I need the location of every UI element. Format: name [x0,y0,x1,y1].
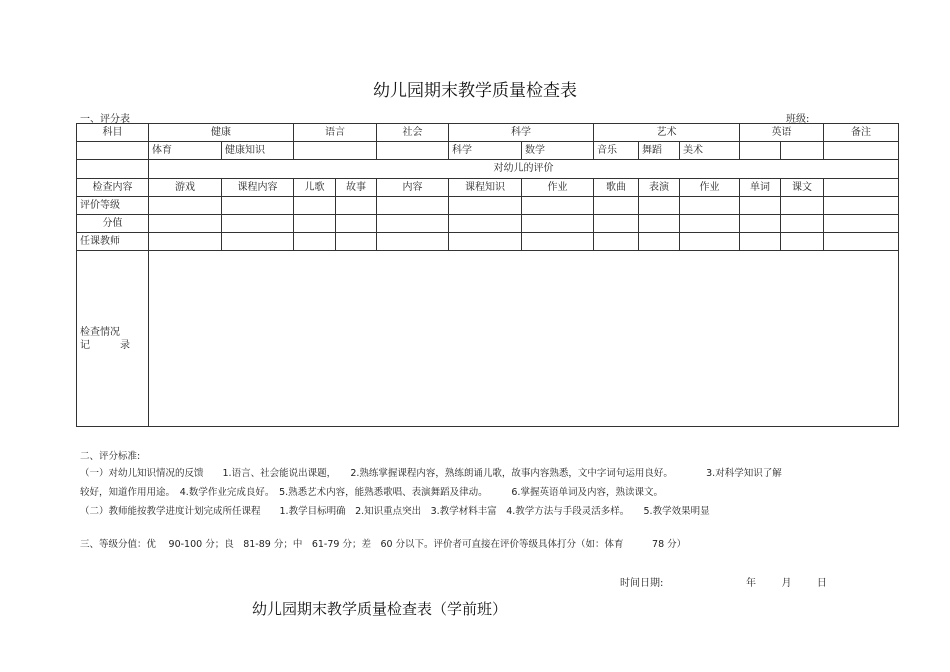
row-label-score: 分值 [77,214,149,232]
inspect-cell: 课程内容 [222,178,294,196]
table-cell [824,214,899,232]
inspect-cell: 故事 [336,178,377,196]
table-cell [449,233,522,251]
table-cell [639,196,680,214]
inspect-cell: 课文 [781,178,824,196]
table-cell [824,196,899,214]
table-cell [781,233,824,251]
table-cell [740,214,781,232]
section-score-table-heading: 一、评分表 [80,114,130,125]
table-cell [740,142,781,160]
teacher-row [77,233,899,251]
header-health: 健康 [149,124,294,142]
table-cell [222,233,294,251]
inspect-row [77,178,899,196]
date-line [620,574,827,589]
table-cell [294,142,377,160]
table-cell [824,233,899,251]
record-label-line2: 记录 [80,339,160,351]
sub-pe: 体育 [149,142,222,160]
table-cell [680,214,740,232]
table-cell [781,196,824,214]
table-cell [824,142,899,160]
score-row [77,214,899,232]
table-cell [680,196,740,214]
second-page-title: 幼儿园期末教学质量检查表（学前班） [252,600,508,618]
class-label: 班级: [786,114,810,125]
standard-1-line-1: （一）对幼儿知识情况的反馈 1.语言、社会能说出课题， 2.熟练掌握课程内容，熟练朗诵儿歌，故事内容熟悉，文中字词句运用良好。 3.对科学知识了解 [80,468,782,479]
table-cell [639,233,680,251]
subject-header-row [77,124,899,142]
header-subject: 科目 [77,124,149,142]
standard-2: （二）教师能按教学进度计划完成所任课程 1.教学目标明确 2.知识重点突出 3.教学材料丰富 4.教学方法与手段灵活多样。 5.教学效果明显 [80,506,710,517]
inspect-cell: 课程知识 [449,178,522,196]
header-remarks: 备注 [824,124,899,142]
record-area [149,251,899,427]
table-cell [522,233,594,251]
record-row [77,251,899,427]
table-cell [522,196,594,214]
section-grade-values: 三、等级分值：优 90-100 分；良 81-89 分；中 61-79 分；差 60 分以下。评价者可直接在评价等级具体打分（如：体育 78 分） [80,539,687,550]
table-cell [680,233,740,251]
table-cell [336,233,377,251]
sub-math: 数学 [522,142,594,160]
time-label: 时间日期: [620,578,664,589]
standard-1-line-2: 较好，知道作用用途。 4.数学作业完成良好。 5.熟悉艺术内容，能熟悉歌唱、表演舞蹈及律动。 6.掌握英语单词及内容，熟读课文。 [80,487,663,498]
header-science: 科学 [449,124,594,142]
table-cell [594,233,639,251]
table-cell [294,196,336,214]
inspect-cell: 内容 [377,178,449,196]
sub-music: 音乐 [594,142,639,160]
table-cell [222,196,294,214]
record-label [77,251,160,427]
sub-fine-art: 美术 [680,142,740,160]
table-cell [294,233,336,251]
table-cell [336,214,377,232]
table-cell [377,214,449,232]
table-cell [336,196,377,214]
subcategory-row [77,142,899,160]
grade-row [77,196,899,214]
row-label-grade: 评价等级 [77,196,149,214]
section-standards-heading: 二、评分标准: [80,451,141,462]
table-cell [522,214,594,232]
table-cell [824,178,899,196]
inspect-cell: 单词 [740,178,781,196]
header-society: 社会 [377,124,449,142]
table-cell [149,233,222,251]
year-label: 年 [746,578,757,589]
inspect-cell: 歌曲 [594,178,639,196]
month-label: 月 [781,578,792,589]
record-label-line1: 检查情况 [80,326,120,338]
header-english: 英语 [740,124,824,142]
table-cell [594,214,639,232]
table-cell [639,214,680,232]
inspect-cell: 检查内容 [77,178,149,196]
inspect-cell: 作业 [522,178,594,196]
table-cell [77,142,149,160]
table-cell [149,214,222,232]
header-art: 艺术 [594,124,740,142]
table-cell [149,196,222,214]
table-cell [222,214,294,232]
inspect-cell: 游戏 [149,178,222,196]
table-cell [594,196,639,214]
table-cell [449,196,522,214]
page-title: 幼儿园期末教学质量检查表 [373,81,577,101]
table-cell [740,196,781,214]
day-label: 日 [816,578,827,589]
table-cell [77,160,149,178]
table-cell [294,214,336,232]
inspect-cell: 表演 [639,178,680,196]
table-cell [377,196,449,214]
header-language: 语言 [294,124,377,142]
sub-dance: 舞蹈 [639,142,680,160]
eval-header-row [77,160,899,178]
eval-header: 对幼儿的评价 [149,160,899,178]
inspect-cell: 作业 [680,178,740,196]
table-cell [449,214,522,232]
inspect-cell: 儿歌 [294,178,336,196]
sub-health-knowledge: 健康知识 [222,142,294,160]
table-cell [377,142,449,160]
score-table [76,123,899,427]
table-cell [377,233,449,251]
row-label-teacher: 任课教师 [77,233,149,251]
table-cell [781,142,824,160]
table-cell [740,233,781,251]
sub-science: 科学 [449,142,522,160]
table-cell [781,214,824,232]
